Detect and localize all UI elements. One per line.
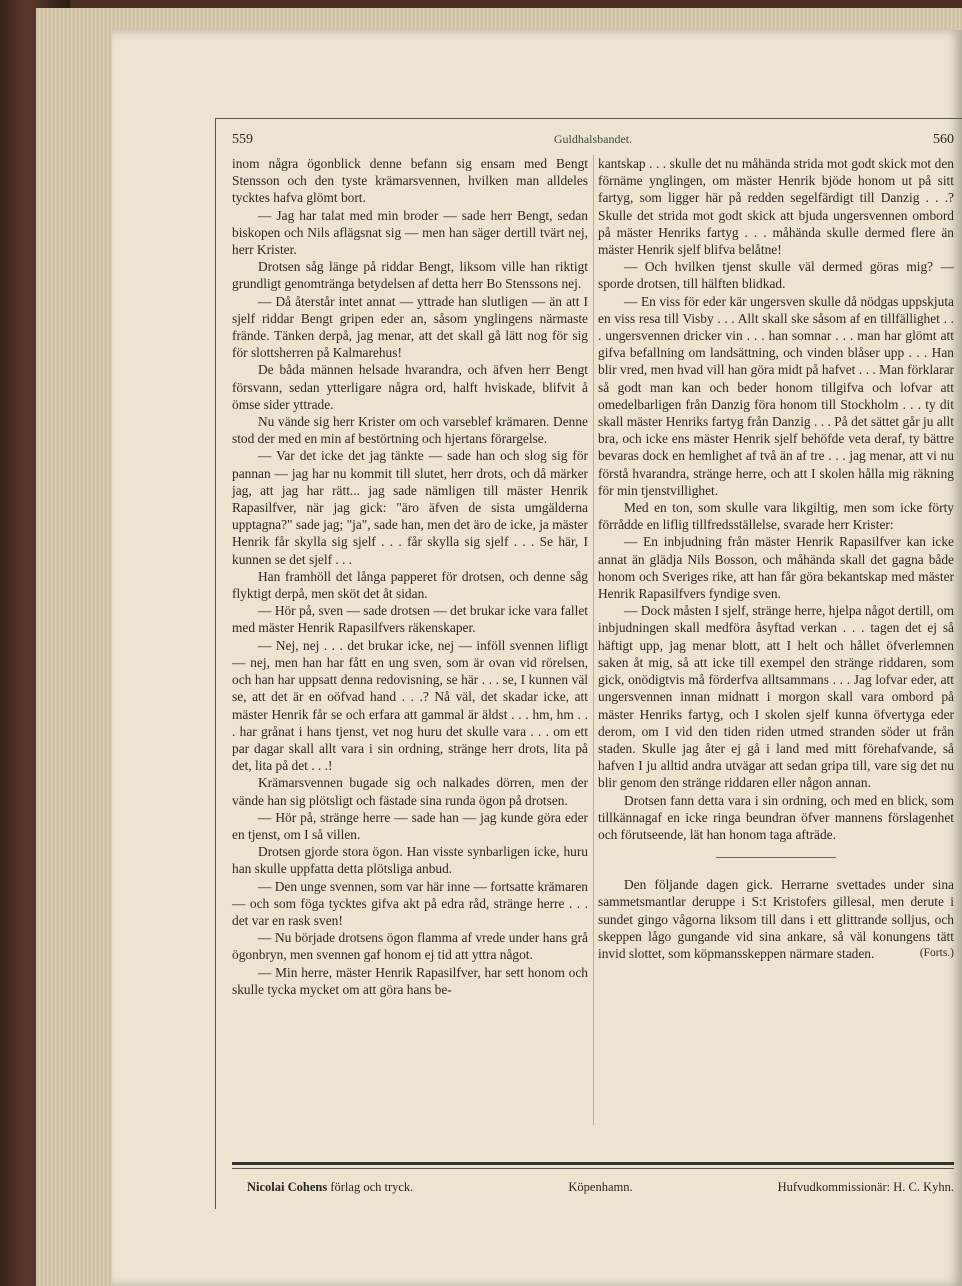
paragraph: — En inbjudning från mäster Henrik Rapasilfver kan icke annat än glädja Nils Bosson, och måhända skall det gagna både honom och Sveriges rike, att han får göra bekantskap med mäster Henrik Rapasilfvers fyndige sven. xyxy=(598,534,954,602)
paragraph: — Och hvilken tjenst skulle väl dermed göras mig? — sporde drotsen, till hälften blidkad. xyxy=(598,259,954,292)
footer-rule-thin xyxy=(232,1168,954,1169)
paragraph: Drotsen gjorde stora ögon. Han visste synbarligen icke, huru han skulle uppfatta detta plötsliga anbud. xyxy=(232,844,588,877)
paragraph: — En viss för eder kär ungersven skulle då nödgas uppskjuta en viss resa till Visby . . . Allt skall ske såsom af en tillfällighet . . . ungersvennen dricker vin . . . han somnar . . . man har glömt att gifva befallning om landsättning, och vinden blåser upp . . . Han blir vred, men hvad vill han göra midt på hafvet . . . Man förklarar så godt man kan och beder honom tillgifva och lofvar att omedelbarligen från Danzig föra honom till Stockholm . . . ty dit skall mäster Henriks fartyg från Danzig . . . På det sättet går ju allt bra, och icke ens mäster Henrik sjelf behöfde veta deraf, ty bättre bevaras dock en hemlighet af två än af tre . . . jag menar, att vi nu förstå hvarandra, stränge herre, och att I skolen hålla mig räkning för min tjenstvillighet. xyxy=(598,293,954,498)
paragraph: Krämarsvennen bugade sig och nalkades dörren, men der vände han sig plötsligt och fästade sina runda ögon på drotsen. xyxy=(232,775,588,808)
commission-agent: Hufvudkommissionär: H. C. Kyhn. xyxy=(777,1180,954,1194)
paragraph: Han framhöll det långa papperet för drotsen, och denne såg flyktigt derpå, men sköt det åt sidan. xyxy=(232,568,588,602)
right-page-number: 560 xyxy=(933,132,954,147)
right-text-column xyxy=(598,155,954,962)
paragraph: kantskap . . . skulle det nu måhända strida mot godt skick mot den förnäme ynglingen, om mäster Henrik bjöde honom ut på sitt fartyg, som ligger här på redden segelfärdigt till Danzig . . .? Skulle det strida mot godt skick att bjuda ungersvennen ombord på mäster Henriks fartyg . . . måhända skulle dermed flere än mäster Henrik sjelf blifva belåtne! xyxy=(598,156,954,258)
footer-rule-thick xyxy=(232,1162,954,1165)
left-page-number: 559 xyxy=(232,132,253,147)
paragraph: — Min herre, mäster Henrik Rapasilfver, har sett honom och skulle tycka mycket om att göra hans be- xyxy=(232,964,588,997)
paragraph: — Hör på, sven — sade drotsen — det brukar icke vara fallet med mäster Henrik Rapasilfvers räkenskaper. xyxy=(232,603,588,636)
publisher-name: Nicolai Cohens xyxy=(247,1180,328,1194)
paragraph: Med en ton, som skulle vara likgiltig, men som icke förty förrådde en liflig tillfredsställelse, svarade herr Krister: xyxy=(598,500,954,533)
section-separator xyxy=(716,857,836,858)
paragraph: Drotsen fann detta vara i sin ordning, och med en blick, som tillkännagaf en icke ringa beundran öfver mannens förslagenhet och förutseende, lät han honom taga afträde. xyxy=(598,792,954,842)
paragraph: Den följande dagen gick. Herrarne svettades under sina sammetsmantlar deruppe i S:t Kristofers gillesal, men derute i sundet gingo vågorna liksom till dans i ett glittrande solljus, och skeppen lågo gungande vid sina ankare, så väl konungens tätt invid slottet, som köpmansskeppen närmare staden. xyxy=(598,877,954,961)
paragraph: — Nej, nej . . . det brukar icke, nej — inföll svennen lifligt — nej, men han har fått en ung sven, som är ovan vid rörelsen, och han har uppsatt denna redovisning, se här . . . se, I kunnen väl se, att det är en oöfvad hand . . .? Nå väl, det skadar icke, att mäster Henrik får se och erfara att gammal är äldst . . . hm, hm . . . har grånat i hans tjenst, vet nog huru det skulle vara . . . om ett par dagar skall allt vara i sin ordning, stränge herr drots, lita på det, lita på det . . .! xyxy=(232,637,588,774)
page-header xyxy=(232,132,954,152)
publication-city: Köpenhamn. xyxy=(568,1180,633,1194)
column-divider xyxy=(593,155,594,1125)
paragraph: — Dock måsten I sjelf, stränge herre, hjelpa något dertill, om inbjudningen skall medföra åsyftad verkan . . . tagen det ej så häftigt upp, jag menar blott, att I helt och hållet öfverlemnen saken åt mig, så att icke till exempel den stränge riddaren, som gick, onödigtvis må förderfva alltsammans . . . Jag lofvar eder, att ungersvennen innan midnatt i morgon skall vara ombord på mäster Henriks fartyg, och I skolen sjelf kunna öfvertyga eder derom, om I vid den tiden riden utmed stranden söder ut från staden. Skulle jag åter ej gå i land med mitt förehafvande, så hafven I ju alltid andra utvägar att sedan gripa till, vare sig det nu blir genom den stränge riddaren eller någon annan. xyxy=(598,603,954,791)
right-column-main xyxy=(598,155,954,843)
paragraph: — Nu började drotsens ögon flamma af vrede under hans grå ögonbryn, men svennen gaf honom ej tid att yttra något. xyxy=(232,930,588,963)
paragraph: inom några ögonblick denne befann sig ensam med Bengt Stensson och den tyste krämarsvennen, hvilken man alldeles tycktes hafva glömt bort. xyxy=(232,156,588,206)
paragraph: Drotsen såg länge på riddar Bengt, liksom ville han riktigt grundligt genomtränga betydelsen af detta herr Bo Stenssons nej. xyxy=(232,259,588,292)
paragraph: — Hör på, stränge herre — sade han — jag kunde göra eder en tjenst, om I så villen. xyxy=(232,809,588,842)
paragraph: — Den unge svennen, som var här inne — fortsatte krämaren — och som föga tycktes gifva akt på edra råd, stränge herre . . . det var en rask sven! xyxy=(232,878,588,928)
paragraph: — Jag har talat med min broder — sade herr Bengt, sedan biskopen och Nils aflägsnat sig — men han säger dertill tvärt nej, herr Krister. xyxy=(232,207,588,258)
page-footer xyxy=(247,1180,954,1198)
continued-note: (Forts.) xyxy=(919,947,954,960)
paragraph: De båda männen helsade hvarandra, och äfven herr Bengt försvann, sedan ytterligare några ord, halft hviskade, blifvit å ömse sider yttrade. xyxy=(232,362,588,412)
paragraph: — Var det icke det jag tänkte — sade han och slog sig för pannan — jag har nu kommit till slutet, herr drots, och då märker jag, att jag har rätt... jag sade nämligen till mäster Henrik Rapasilfver, när jag gick: "äro äfven de sista umgälderna upptagna?" sade jag; "ja", sade han, men det äro de icke, ja mäster Henrik får skylla sig sjelf . . . får skylla sig sjelf . . . Se här, I kunnen se det sjelf . . . xyxy=(232,448,588,567)
running-title: Guldhalsbandet. xyxy=(553,132,633,146)
paragraph: Nu vände sig herr Krister om och varseblef krämaren. Denne stod der med en min af bestörtning och hjertans förargelse. xyxy=(232,414,588,447)
paragraph: — Då återstår intet annat — yttrade han slutligen — än att I sjelf riddar Bengt gripen eder an, såsom ynglingens närmaste frände. Tänken derpå, jag menar, att det skall gå lätt nog för sig för slottsherren på Kalmarehus! xyxy=(232,293,588,361)
left-text-column xyxy=(232,155,588,998)
publisher-rest: förlag och tryck. xyxy=(330,1180,414,1194)
